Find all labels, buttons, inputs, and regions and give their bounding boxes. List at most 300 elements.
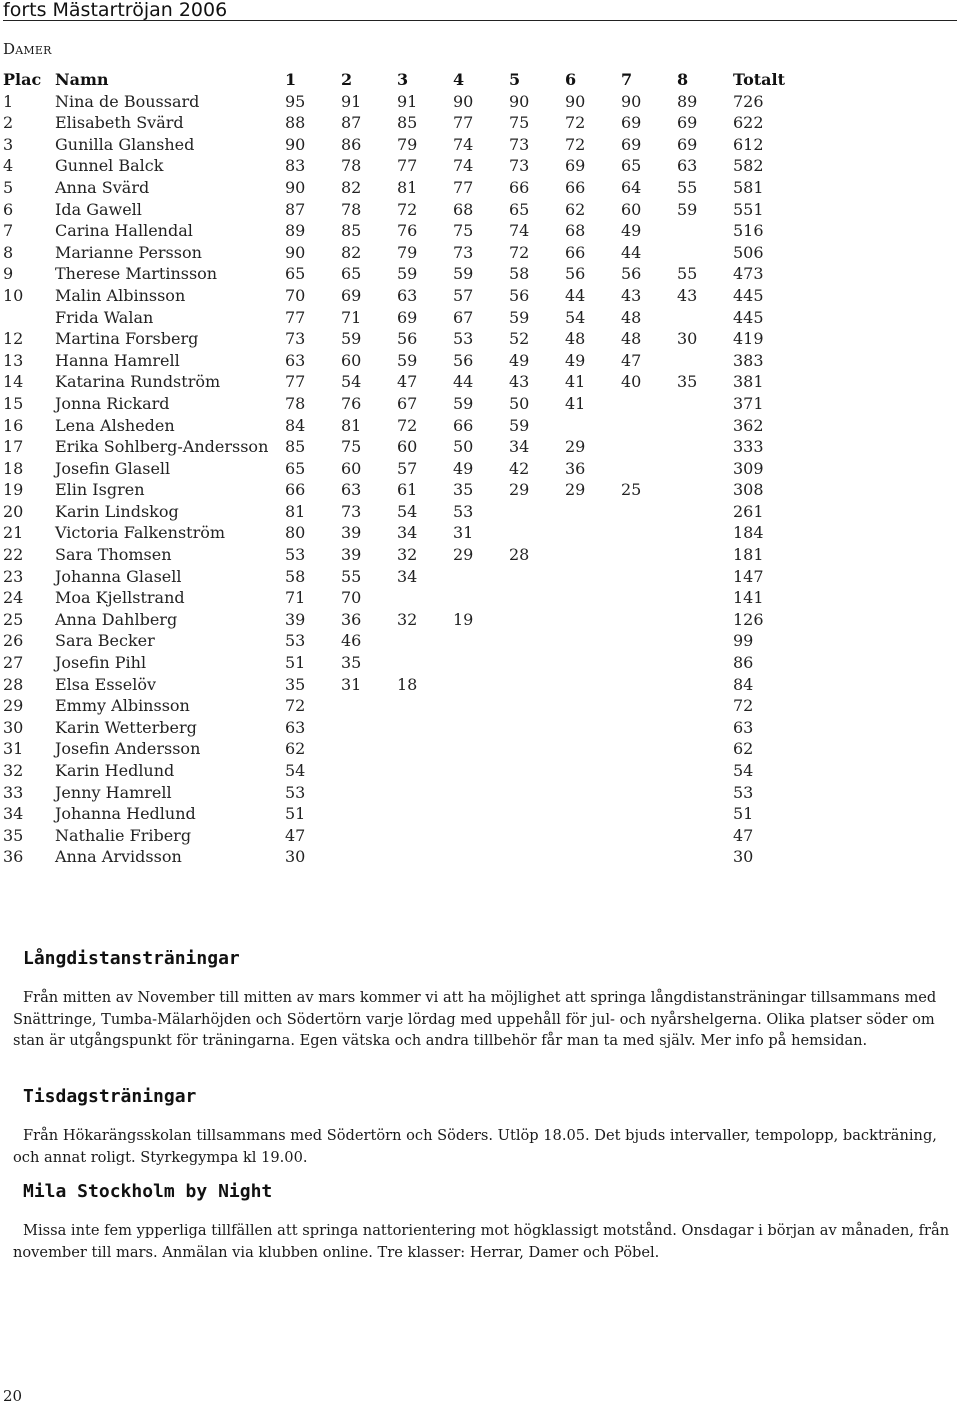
name-cell: Erika Sohlberg-Andersson <box>55 437 269 457</box>
table-row <box>3 415 793 437</box>
score-cell: 72 <box>397 199 418 219</box>
column-header: 8 <box>677 70 689 89</box>
name-cell: Moa Kjellstrand <box>55 588 185 608</box>
score-cell: 59 <box>397 350 418 370</box>
score-cell <box>621 760 677 782</box>
score-cell <box>677 479 733 501</box>
placement-cell: 4 <box>3 156 14 176</box>
score-cell <box>397 695 453 717</box>
placement-cell: 3 <box>3 134 14 154</box>
column-header: Totalt <box>733 70 785 89</box>
name-cell: Karin Wetterberg <box>55 717 197 737</box>
score-cell: 43 <box>677 285 698 305</box>
score-cell <box>677 350 733 372</box>
score-cell: 71 <box>285 588 306 608</box>
name-cell: Lena Alsheden <box>55 415 175 435</box>
score-cell: 60 <box>621 199 642 219</box>
score-cell: 77 <box>285 372 306 392</box>
score-cell: 56 <box>453 350 474 370</box>
table-header-row <box>3 69 793 91</box>
table-row <box>3 263 793 285</box>
name-cell: Nina de Boussard <box>55 91 200 111</box>
table-row <box>3 220 793 242</box>
score-cell: 66 <box>565 177 586 197</box>
section-body-mila: Missa inte fem ypperliga tillfällen att springa nattorientering mot högklassigt motstånd. Onsdagar i början av månaden, från november till mars. Anmälan via klubben online. Tre klasser: Herrar, Damer och Pöbel. <box>13 1222 950 1261</box>
score-cell: 73 <box>509 134 530 154</box>
score-cell: 55 <box>677 264 698 284</box>
score-cell: 86 <box>341 134 362 154</box>
score-cell: 53 <box>285 782 306 802</box>
score-cell <box>341 803 397 825</box>
placement-cell: 15 <box>3 393 24 413</box>
total-cell: 181 <box>733 545 764 565</box>
score-cell <box>397 760 453 782</box>
score-cell: 35 <box>341 653 362 673</box>
score-cell: 75 <box>341 437 362 457</box>
score-cell <box>509 630 565 652</box>
score-cell <box>677 501 733 523</box>
score-cell: 64 <box>621 177 642 197</box>
placement-cell: 24 <box>3 588 24 608</box>
total-cell: 516 <box>733 221 764 241</box>
score-cell: 62 <box>565 199 586 219</box>
score-cell: 73 <box>509 156 530 176</box>
score-cell: 88 <box>285 113 306 133</box>
score-cell: 95 <box>285 91 306 111</box>
total-cell: 362 <box>733 415 764 435</box>
score-cell <box>453 566 509 588</box>
score-cell <box>397 803 453 825</box>
score-cell <box>565 544 621 566</box>
score-cell: 68 <box>565 221 586 241</box>
score-cell <box>565 587 621 609</box>
score-cell: 48 <box>621 329 642 349</box>
placement-cell: 14 <box>3 372 24 392</box>
name-cell: Anna Arvidsson <box>55 847 182 867</box>
table-row <box>3 91 793 113</box>
score-cell <box>621 630 677 652</box>
table-row <box>3 738 793 760</box>
score-cell <box>509 652 565 674</box>
score-cell <box>509 803 565 825</box>
score-cell <box>621 587 677 609</box>
score-cell <box>509 609 565 631</box>
name-cell: Katarina Rundström <box>55 372 221 392</box>
score-cell: 81 <box>341 415 362 435</box>
score-cell: 67 <box>397 393 418 413</box>
section-heading-mila: Mila Stockholm by Night <box>23 1181 273 1202</box>
table-row <box>3 177 793 199</box>
name-cell: Sara Becker <box>55 631 155 651</box>
total-cell: 383 <box>733 350 764 370</box>
score-cell <box>621 652 677 674</box>
score-cell <box>677 782 733 804</box>
score-cell <box>621 544 677 566</box>
score-cell <box>341 695 397 717</box>
score-cell: 56 <box>397 329 418 349</box>
score-cell <box>341 846 397 868</box>
score-cell: 52 <box>509 329 530 349</box>
name-cell: Jenny Hamrell <box>55 782 172 802</box>
placement-cell: 30 <box>3 717 24 737</box>
score-cell: 89 <box>677 91 698 111</box>
score-cell <box>565 415 621 437</box>
score-cell <box>621 846 677 868</box>
score-cell: 90 <box>285 177 306 197</box>
table-row <box>3 479 793 501</box>
score-cell: 66 <box>509 177 530 197</box>
score-cell: 70 <box>341 588 362 608</box>
score-cell <box>677 760 733 782</box>
score-cell <box>565 846 621 868</box>
score-cell: 69 <box>677 134 698 154</box>
score-cell: 59 <box>453 264 474 284</box>
placement-cell: 25 <box>3 609 24 629</box>
score-cell: 42 <box>509 458 530 478</box>
placement-cell: 23 <box>3 566 24 586</box>
score-cell: 80 <box>285 523 306 543</box>
score-cell: 90 <box>285 134 306 154</box>
table-row <box>3 199 793 221</box>
score-cell: 39 <box>285 609 306 629</box>
score-cell: 74 <box>453 134 474 154</box>
score-cell: 54 <box>397 501 418 521</box>
score-cell: 59 <box>677 199 698 219</box>
placement-cell: 2 <box>3 113 14 133</box>
placement-cell: 16 <box>3 415 24 435</box>
score-cell <box>397 825 453 847</box>
score-cell <box>509 717 565 739</box>
score-cell: 19 <box>453 609 474 629</box>
table-row <box>3 587 793 609</box>
score-cell: 46 <box>341 631 362 651</box>
score-cell: 51 <box>285 804 306 824</box>
score-cell <box>677 609 733 631</box>
total-cell: 147 <box>733 566 764 586</box>
total-cell: 445 <box>733 285 764 305</box>
total-cell: 309 <box>733 458 764 478</box>
score-cell: 29 <box>565 437 586 457</box>
placement-cell: 28 <box>3 674 24 694</box>
score-cell: 65 <box>285 264 306 284</box>
table-row <box>3 846 793 868</box>
score-cell <box>621 803 677 825</box>
score-cell <box>565 782 621 804</box>
score-cell <box>565 652 621 674</box>
results-body <box>3 91 793 868</box>
score-cell: 40 <box>621 372 642 392</box>
score-cell <box>509 674 565 696</box>
section-body-langdistans: Från mitten av November till mitten av mars kommer vi att ha möjlighet att springa långdistansträningar tillsammans med Snättringe, Tumba-Mälarhöjden och Södertörn varje lördag med uppehåll för jul- och nyårshelgerna. Olika platser söder om stan är utgångspunkt för träningarna. Egen vätska och andra tillbehör får man ta med själv. Mer info på hemsidan. <box>13 989 937 1049</box>
placement-cell: 22 <box>3 545 24 565</box>
score-cell: 90 <box>285 242 306 262</box>
total-cell: 582 <box>733 156 764 176</box>
score-cell: 62 <box>285 739 306 759</box>
name-cell: Victoria Falkenström <box>55 523 226 543</box>
score-cell <box>509 501 565 523</box>
total-cell: 622 <box>733 113 764 133</box>
table-row <box>3 350 793 372</box>
score-cell: 72 <box>285 696 306 716</box>
score-cell: 83 <box>285 156 306 176</box>
table-row <box>3 458 793 480</box>
score-cell <box>397 587 453 609</box>
score-cell: 41 <box>565 372 586 392</box>
table-row <box>3 695 793 717</box>
table-row <box>3 522 793 544</box>
score-cell: 63 <box>397 285 418 305</box>
score-cell: 50 <box>509 393 530 413</box>
score-cell: 76 <box>341 393 362 413</box>
score-cell: 57 <box>453 285 474 305</box>
table-row <box>3 155 793 177</box>
score-cell: 44 <box>621 242 642 262</box>
placement-cell: 1 <box>3 91 14 111</box>
score-cell: 56 <box>565 264 586 284</box>
score-cell: 58 <box>285 566 306 586</box>
score-cell <box>621 782 677 804</box>
score-cell <box>509 782 565 804</box>
score-cell: 34 <box>509 437 530 457</box>
table-row <box>3 393 793 415</box>
placement-cell: 13 <box>3 350 24 370</box>
total-cell: 381 <box>733 372 764 392</box>
score-cell: 53 <box>285 545 306 565</box>
score-cell: 69 <box>621 113 642 133</box>
score-cell: 44 <box>565 285 586 305</box>
score-cell: 82 <box>341 242 362 262</box>
placement-cell: 36 <box>3 847 24 867</box>
placement-cell: 35 <box>3 825 24 845</box>
table-row <box>3 760 793 782</box>
class-label-damer: Damer <box>3 40 52 58</box>
score-cell: 79 <box>397 134 418 154</box>
score-cell: 75 <box>453 221 474 241</box>
score-cell: 63 <box>285 350 306 370</box>
table-row <box>3 674 793 696</box>
score-cell: 54 <box>285 761 306 780</box>
name-cell: Gunilla Glanshed <box>55 134 195 154</box>
section-heading-langdistans: Långdistansträningar <box>23 948 240 969</box>
score-cell: 63 <box>341 480 362 500</box>
score-cell: 85 <box>397 113 418 133</box>
score-cell <box>565 501 621 523</box>
name-cell: Therese Martinsson <box>55 264 218 284</box>
score-cell: 31 <box>453 523 474 543</box>
column-header: 1 <box>285 70 297 89</box>
score-cell <box>341 738 397 760</box>
score-cell <box>677 825 733 847</box>
table-row <box>3 803 793 825</box>
score-cell: 77 <box>453 113 474 133</box>
score-cell: 81 <box>285 501 306 521</box>
score-cell: 53 <box>453 329 474 349</box>
score-cell <box>621 717 677 739</box>
score-cell <box>677 458 733 480</box>
score-cell <box>565 566 621 588</box>
score-cell: 85 <box>285 437 306 457</box>
score-cell: 60 <box>341 458 362 478</box>
score-cell: 74 <box>453 156 474 176</box>
score-cell: 79 <box>397 242 418 262</box>
score-cell <box>509 566 565 588</box>
score-cell: 39 <box>341 545 362 565</box>
total-cell: 419 <box>733 329 764 349</box>
score-cell <box>677 846 733 868</box>
placement-cell: 8 <box>3 242 14 262</box>
score-cell: 35 <box>285 674 306 694</box>
total-cell: 126 <box>733 609 764 629</box>
name-cell: Hanna Hamrell <box>55 350 180 370</box>
placement-cell: 29 <box>3 696 24 716</box>
score-cell <box>621 415 677 437</box>
total-cell: 47 <box>733 825 754 845</box>
score-cell <box>341 760 397 782</box>
score-cell: 71 <box>341 307 362 327</box>
score-cell <box>453 803 509 825</box>
score-cell: 28 <box>509 545 530 565</box>
placement-cell: 12 <box>3 329 24 349</box>
placement-cell: 21 <box>3 523 24 543</box>
column-header: 5 <box>509 70 521 89</box>
score-cell: 73 <box>453 242 474 262</box>
score-cell: 69 <box>397 307 418 327</box>
score-cell <box>453 782 509 804</box>
column-header: 4 <box>453 70 465 89</box>
score-cell <box>565 609 621 631</box>
score-cell <box>621 458 677 480</box>
score-cell: 56 <box>621 264 642 284</box>
score-cell <box>453 674 509 696</box>
score-cell: 55 <box>341 566 362 586</box>
total-cell: 581 <box>733 177 764 197</box>
score-cell <box>509 760 565 782</box>
table-row <box>3 825 793 847</box>
total-cell: 62 <box>733 739 754 759</box>
placement-cell: 20 <box>3 501 24 521</box>
score-cell <box>453 630 509 652</box>
score-cell <box>509 695 565 717</box>
score-cell <box>453 825 509 847</box>
score-cell: 53 <box>453 501 474 521</box>
score-cell: 50 <box>453 437 474 457</box>
name-cell: Emmy Albinsson <box>55 696 190 716</box>
score-cell <box>677 415 733 437</box>
total-cell: 261 <box>733 501 764 521</box>
total-cell: 30 <box>733 847 754 867</box>
name-cell: Josefin Glasell <box>55 458 171 478</box>
name-cell: Karin Lindskog <box>55 501 179 521</box>
name-cell: Carina Hallendal <box>55 221 193 241</box>
name-cell: Anna Dahlberg <box>55 609 178 629</box>
name-cell: Jonna Rickard <box>55 393 170 413</box>
table-row <box>3 285 793 307</box>
total-cell: 473 <box>733 264 764 284</box>
name-cell: Josefin Pihl <box>55 653 147 673</box>
placement-cell: 5 <box>3 177 14 197</box>
score-cell: 65 <box>341 264 362 284</box>
score-cell: 63 <box>677 156 698 176</box>
score-cell <box>677 436 733 458</box>
score-cell: 74 <box>509 221 530 241</box>
column-header: 3 <box>397 70 409 89</box>
score-cell <box>677 393 733 415</box>
score-cell: 34 <box>397 523 418 543</box>
score-cell <box>677 803 733 825</box>
placement-cell: 32 <box>3 761 24 780</box>
score-cell: 69 <box>621 134 642 154</box>
score-cell: 72 <box>509 242 530 262</box>
score-cell <box>565 674 621 696</box>
score-cell: 30 <box>677 329 698 349</box>
total-cell: 612 <box>733 134 764 154</box>
score-cell: 85 <box>341 221 362 241</box>
total-cell: 53 <box>733 782 754 802</box>
score-cell <box>453 760 509 782</box>
score-cell: 43 <box>509 372 530 392</box>
score-cell: 67 <box>453 307 474 327</box>
total-cell: 84 <box>733 674 754 694</box>
total-cell: 308 <box>733 480 764 500</box>
score-cell <box>509 522 565 544</box>
score-cell: 90 <box>453 91 474 111</box>
name-cell: Malin Albinsson <box>55 285 186 305</box>
score-cell <box>509 738 565 760</box>
score-cell: 81 <box>397 177 418 197</box>
score-cell: 54 <box>565 307 586 327</box>
placement-cell: 33 <box>3 782 24 802</box>
name-cell: Marianne Persson <box>55 242 202 262</box>
total-cell: 72 <box>733 696 754 716</box>
total-cell: 99 <box>733 631 754 651</box>
placement-cell: 26 <box>3 631 24 651</box>
score-cell <box>677 674 733 696</box>
table-row <box>3 544 793 566</box>
score-cell: 65 <box>285 458 306 478</box>
column-header: 7 <box>621 70 633 89</box>
score-cell: 35 <box>453 480 474 500</box>
score-cell: 59 <box>341 329 362 349</box>
score-cell <box>677 307 733 329</box>
score-cell: 48 <box>621 307 642 327</box>
score-cell <box>397 652 453 674</box>
score-cell: 36 <box>565 458 586 478</box>
score-cell <box>397 846 453 868</box>
total-cell: 54 <box>733 761 754 780</box>
name-cell: Ida Gawell <box>55 199 142 219</box>
total-cell: 184 <box>733 523 764 543</box>
score-cell: 25 <box>621 480 642 500</box>
name-cell: Johanna Hedlund <box>55 804 196 824</box>
score-cell: 49 <box>509 350 530 370</box>
score-cell: 54 <box>341 372 362 392</box>
score-cell: 89 <box>285 221 306 241</box>
score-cell <box>677 220 733 242</box>
placement-cell: 31 <box>3 739 24 759</box>
score-cell <box>397 738 453 760</box>
score-cell: 36 <box>341 609 362 629</box>
score-cell: 56 <box>509 285 530 305</box>
total-cell: 726 <box>733 91 764 111</box>
total-cell: 63 <box>733 717 754 737</box>
score-cell: 60 <box>341 350 362 370</box>
score-cell: 53 <box>285 631 306 651</box>
score-cell <box>565 630 621 652</box>
score-cell <box>621 393 677 415</box>
table-row <box>3 328 793 350</box>
score-cell: 77 <box>397 156 418 176</box>
score-cell <box>565 825 621 847</box>
